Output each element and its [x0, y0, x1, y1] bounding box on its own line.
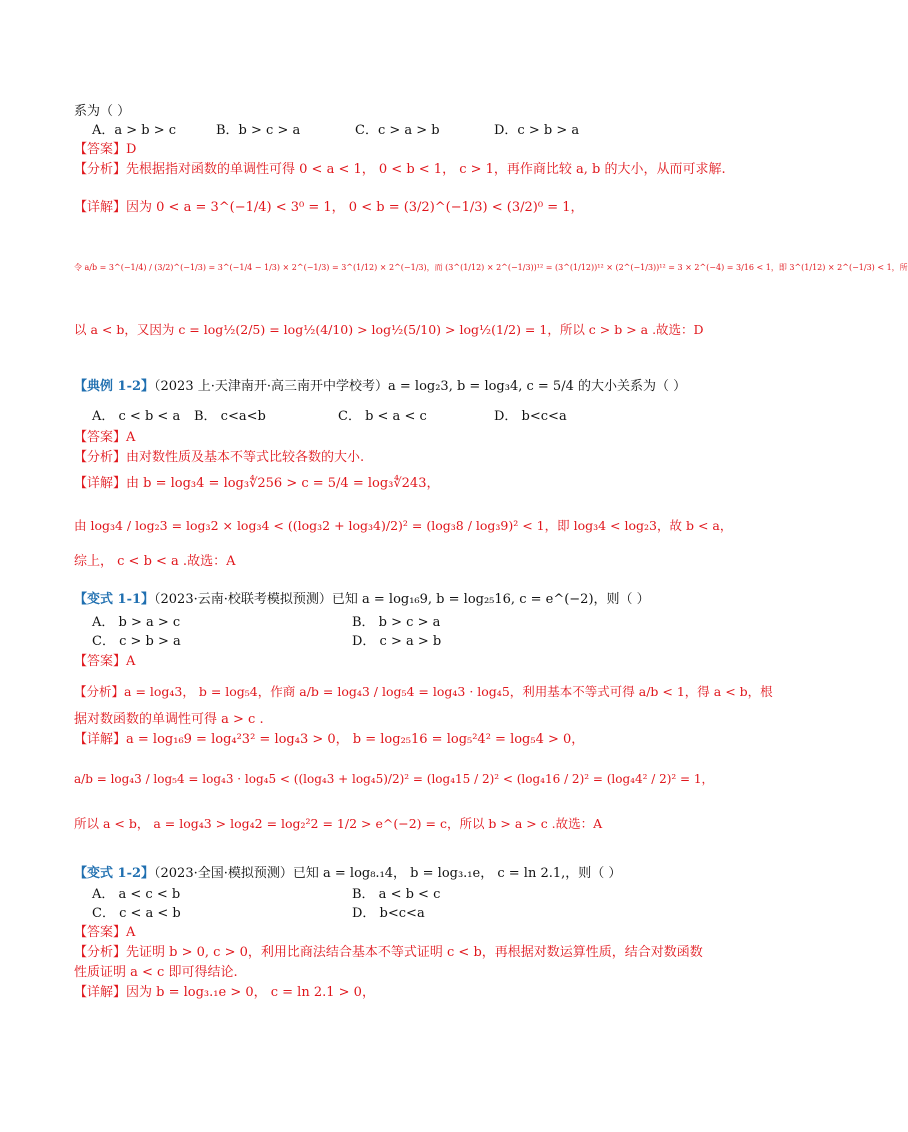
q1-option-c: C．c > a > b — [355, 123, 440, 138]
q1-option-b: B．b > c > a — [216, 123, 301, 138]
q3-answer: 【答案】A — [74, 654, 136, 669]
q1-detail-2: 令 a/b = 3^(−1/4) / (3/2)^(−1/3) = 3^(−1/4 − 1/3) × 2^(−1/3) = 3^(1/12) × 2^(−1/3)，而 (3^(1/12) × 2^(−1/3))¹² = (3^(1/12))¹² × (2^(−1/3))¹² = 3 × 2^(−4) = 3/16 < 1，即 3^(1/12) × 2^(−1/3) < 1，所 — [74, 263, 908, 272]
q1-detail-3: 以 a < b，又因为 c = log½(2/5) = log½(4/10) > log½(5/10) > log½(1/2) = 1，所以 c > b > a .故选：D — [74, 322, 704, 337]
q2-option-c: C． b < a < c — [338, 409, 427, 424]
q2-answer: 【答案】A — [74, 430, 136, 445]
q2-option-d: D． b<c<a — [494, 409, 567, 424]
q2-detail-3: 综上， c < b < a .故选：A — [74, 554, 236, 569]
q2-stem: 【典例 1-2】（2023 上·天津南开·高三南开中学校考）a = log₂3, b = log₃4, c = 5/4 的大小关系为（ ） — [74, 379, 687, 394]
q2-option-a: A． c < b < a — [92, 409, 181, 424]
q2-analysis: 【分析】由对数性质及基本不等式比较各数的大小. — [74, 450, 365, 465]
q3-analysis-2: 据对数函数的单调性可得 a > c . — [74, 712, 264, 727]
q3-detail-2: a/b = log₄3 / log₅4 = log₄3 · log₄5 < ((log₄3 + log₄5)/2)² = (log₄15 / 2)² < (log₄16 / 2)² = (log₄4² / 2)² = 1， — [74, 772, 714, 786]
q4-option-a: A． a < c < b — [92, 887, 181, 902]
q4-option-c: C． c < a < b — [92, 906, 181, 921]
q4-option-b: B． a < b < c — [352, 887, 441, 902]
q1-stem-tail: 系为（ ） — [74, 104, 131, 119]
q1-analysis: 【分析】先根据指对函数的单调性可得 0 < a < 1， 0 < b < 1， c > 1，再作商比较 a, b 的大小，从而可求解. — [74, 162, 726, 177]
q3-option-c: C． c > b > a — [92, 634, 181, 649]
q4-stem: 【变式 1-2】（2023·全国·模拟预测）已知 a = log₈.₁4， b = log₃.₁e， c = ln 2.1,，则（ ） — [74, 866, 622, 881]
q1-option-a: A．a > b > c — [92, 123, 177, 138]
q3-option-a: A． b > a > c — [92, 615, 181, 630]
q2-option-b: B． c<a<b — [194, 409, 266, 424]
q3-option-d: D． c > a > b — [352, 634, 442, 649]
q3-stem: 【变式 1-1】（2023·云南·校联考模拟预测）已知 a = log₁₆9, b = log₂₅16, c = e^(−2)，则（ ） — [74, 592, 650, 607]
q4-detail-1: 【详解】因为 b = log₃.₁e > 0， c = ln 2.1 > 0， — [74, 985, 375, 1000]
q3-option-b: B． b > c > a — [352, 615, 441, 630]
q3-analysis-1: 【分析】a = log₄3， b = log₅4，作商 a/b = log₄3 / log₅4 = log₄3 · log₄5，利用基本不等式可得 a/b < 1，得 a < b，根 — [74, 684, 773, 699]
q4-analysis-1: 【分析】先证明 b > 0, c > 0，利用比商法结合基本不等式证明 c < b，再根据对数运算性质，结合对数函数 — [74, 945, 703, 960]
q1-detail-1: 【详解】因为 0 < a = 3^(−1/4) < 3⁰ = 1， 0 < b = (3/2)^(−1/3) < (3/2)⁰ = 1， — [74, 200, 584, 215]
q4-option-d: D． b<c<a — [352, 906, 425, 921]
q2-detail-1: 【详解】由 b = log₃4 = log₃∜256 > c = 5/4 = log₃∜243， — [74, 476, 440, 491]
q4-analysis-2: 性质证明 a < c 即可得结论. — [74, 965, 238, 980]
q4-answer: 【答案】A — [74, 925, 136, 940]
q3-detail-1: 【详解】a = log₁₆9 = log₄²3² = log₄3 > 0， b = log₂₅16 = log₅²4² = log₅4 > 0， — [74, 732, 585, 747]
q3-detail-3: 所以 a < b， a = log₄3 > log₄2 = log₂²2 = 1/2 > e^(−2) = c，所以 b > a > c .故选：A — [74, 816, 603, 831]
q1-option-d: D．c > b > a — [494, 123, 580, 138]
q2-detail-2: 由 log₃4 / log₂3 = log₃2 × log₃4 < ((log₃2 + log₃4)/2)² = (log₃8 / log₃9)² < 1，即 log₃4 < log₂3，故 b < a， — [74, 518, 733, 533]
q1-answer: 【答案】D — [74, 142, 137, 157]
